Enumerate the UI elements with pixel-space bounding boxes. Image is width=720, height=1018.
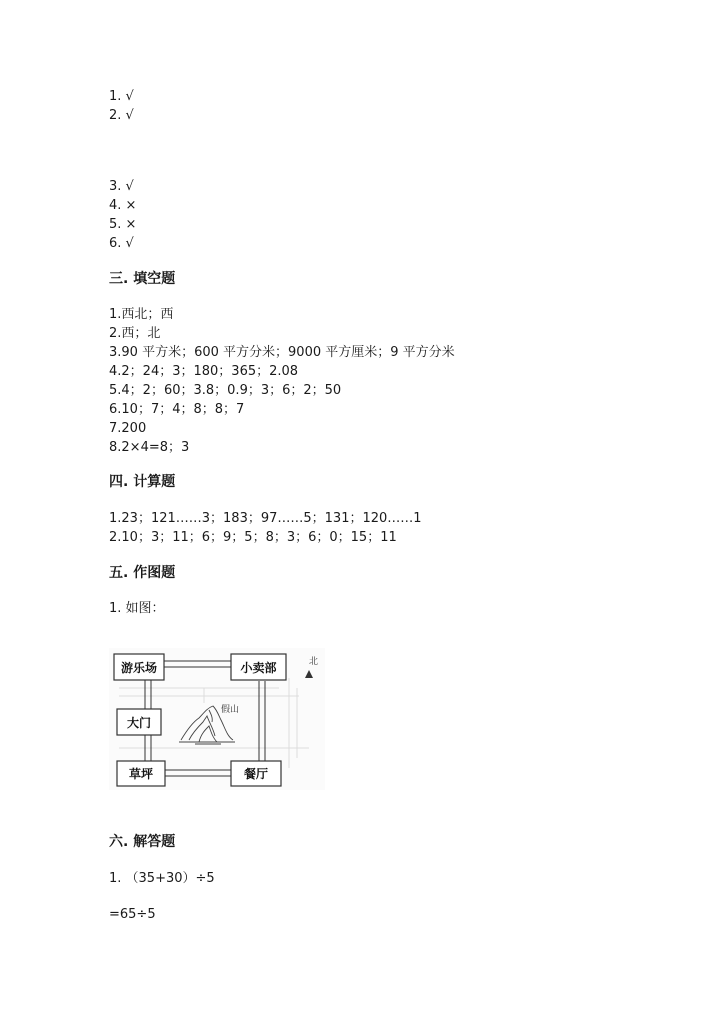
answer-line: 2.西；北 [109,326,161,341]
answer-line: 1. 如图： [109,601,165,616]
box-label: 小卖部 [240,661,277,675]
answer-line: =65÷5 [109,907,156,922]
box-label: 餐厅 [243,767,269,781]
box-label: 游乐场 [120,661,158,675]
answer-line: 3.90 平方米；600 平方分米；9000 平方厘米；9 平方分米 [109,345,455,360]
answer-line: 4. × [109,198,137,213]
answer-line: 6. √ [109,236,134,251]
answer-line: 7.200 [109,421,147,436]
answer-line: 1.西北；西 [109,307,174,322]
map-figure [109,648,325,790]
answer-line: 3. √ [109,179,134,194]
box-label: 草坪 [128,767,154,781]
answer-line: 5.4；2；60；3.8；0.9；3；6；2；50 [109,383,342,398]
north-label: 北 [309,657,319,667]
rockery-label: 假山 [221,705,240,715]
section-heading: 六. 解答题 [109,834,176,850]
map-diagram [109,648,325,790]
answer-line: 4.2；24；3；180；365；2.08 [109,364,299,379]
answer-line: 6.10；7；4；8；8；7 [109,402,245,417]
answer-line: 1.23；121……3；183；97……5；131；120……1 [109,511,422,526]
answer-line: 2. √ [109,108,134,123]
answer-line: 1. （35+30）÷5 [109,871,215,886]
section-heading: 三. 填空题 [109,271,176,287]
section-heading: 四. 计算题 [109,474,176,490]
answer-line: 8.2×4=8；3 [109,440,190,455]
answer-line: 5. × [109,217,137,232]
answer-line: 2.10；3；11；6；9；5；8；3；6；0；15；11 [109,530,397,545]
section-heading: 五. 作图题 [109,565,176,581]
answer-line: 1. √ [109,89,134,104]
box-label: 大门 [126,716,152,730]
